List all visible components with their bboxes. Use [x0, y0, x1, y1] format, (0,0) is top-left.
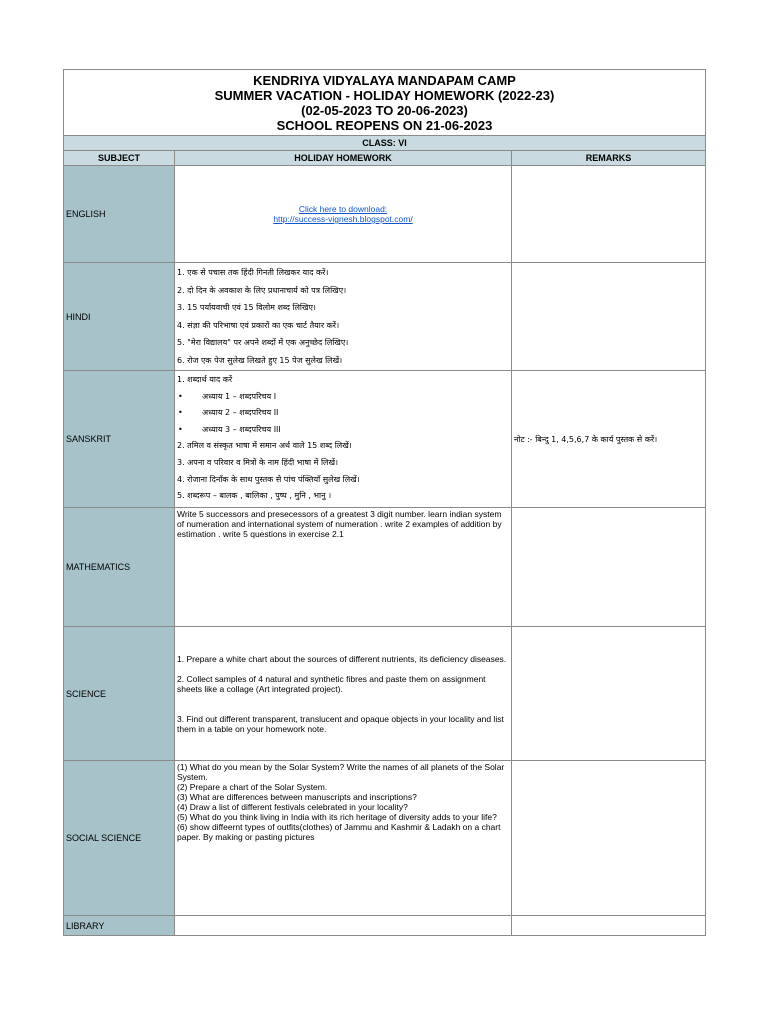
table-row-library: [64, 916, 706, 936]
class-label: CLASS: VI: [64, 136, 706, 151]
subject-mathematics: MATHEMATICS: [64, 508, 175, 627]
table-row-hindi: [64, 263, 706, 371]
list-item: 5. शब्दरूप – बालक , बालिका , पुष्प , मुनि , भानु ।: [177, 491, 332, 501]
homework-social-science: [175, 761, 512, 916]
list-item: 3. Find out different transparent, translucent and opaque objects in your locality and list them in a table on your homework note.: [177, 713, 504, 734]
remarks-science: [512, 627, 706, 761]
remarks-english: [512, 166, 706, 263]
homework-english: [175, 166, 512, 263]
list-item: 5. "मेरा विद्यालय" पर अपने शब्दों में एक अनुच्छेद लिखिए।: [177, 338, 349, 347]
homework-sanskrit: [175, 371, 512, 508]
bullet-item: • अध्याय 2 – शब्दपरिचय II: [178, 408, 279, 418]
download-link-url[interactable]: http://success-vignesh.blogspot.com/: [273, 214, 413, 224]
homework-mathematics: Write 5 successors and presecessors of a greatest 3 digit number. learn indian system of numeration and international system of numeration . write 2 examples of addition by estimation . write 5 questions in exercise 2.1: [175, 508, 512, 627]
class-row: [64, 136, 706, 151]
reopen-date: SCHOOL REOPENS ON 21-06-2023: [276, 117, 493, 133]
date-range: (02-05-2023 TO 20-06-2023): [301, 102, 468, 118]
remarks-hindi: [512, 263, 706, 371]
subject-sanskrit: SANSKRIT: [64, 371, 175, 508]
column-header-row: [64, 151, 706, 166]
list-item: 2. दो दिन के अवकाश के लिए प्रधानाचार्य को पत्र लिखिए।: [177, 285, 347, 295]
list-item: (2) Prepare a chart of the Solar System.: [177, 782, 328, 792]
download-link-label[interactable]: Click here to download:: [298, 204, 388, 214]
table-row-english: [64, 166, 706, 263]
school-name: KENDRIYA VIDYALAYA MANDAPAM CAMP: [253, 72, 516, 88]
list-item: 1. एक से पचास तक हिंदी गिनती लिखकर याद करें।: [177, 268, 329, 277]
subject-library: LIBRARY: [64, 916, 175, 936]
list-item: (4) Draw a list of different festivals celebrated in your locality?: [177, 802, 408, 812]
subject-hindi: HINDI: [64, 263, 175, 371]
list-item: (1) What do you mean by the Solar System? Write the names of all planets of the Solar System.: [177, 762, 505, 782]
list-item: 1. शब्दार्थ याद करें: [177, 375, 233, 384]
list-item: 3. अपना व परिवार व मित्रों के नाम हिंदी भाषा में लिखें।: [177, 457, 339, 467]
list-item: 3. 15 पर्यायवाची एवं 15 विलोम शब्द लिखिए।: [177, 303, 316, 312]
remarks-social-science: [512, 761, 706, 916]
list-item: 2. तमिल व संस्कृत भाषा में समान अर्थ वाले 15 शब्द लिखें।: [177, 441, 352, 451]
homework-hindi: [175, 263, 512, 371]
vacation-title: SUMMER VACATION - HOLIDAY HOMEWORK (2022-23): [214, 87, 555, 103]
homework-table: [63, 69, 706, 936]
bullet-item: • अध्याय 1 – शब्दपरिचय I: [178, 391, 277, 401]
table-row-mathematics: [64, 508, 706, 627]
title-row: [64, 70, 706, 136]
homework-science: [175, 627, 512, 761]
column-header-remarks: REMARKS: [512, 151, 706, 166]
bullet-item: • अध्याय 3 – शब्दपरिचय III: [178, 424, 281, 434]
remarks-library: [512, 916, 706, 936]
list-item: (5) What do you think living in India with its rich heritage of diversity adds to your life? (6) show diffeernt types of outfits(clothes) of Jammu and Kashmir & Ladakh on a chart paper. By making or pasting pictures: [177, 812, 501, 842]
homework-library: [175, 916, 512, 936]
list-item: 2. Collect samples of 4 natural and synthetic fibres and paste them on assignment sheets like a collage (Art integrated project).: [177, 673, 486, 694]
title-block: [64, 70, 706, 136]
list-item: 1. Prepare a white chart about the sources of different nutrients, its deficiency diseases.: [177, 653, 507, 664]
remarks-sanskrit: नोट :- बिन्दु 1, 4,5,6,7 के कार्य पुस्तक से करें।: [512, 371, 706, 508]
subject-science: SCIENCE: [64, 627, 175, 761]
list-item: (3) What are differences between manuscripts and inscriptions?: [177, 792, 417, 802]
table-row-social-science: [64, 761, 706, 916]
subject-social-science: SOCIAL SCIENCE: [64, 761, 175, 916]
column-header-subject: SUBJECT: [64, 151, 175, 166]
remarks-mathematics: [512, 508, 706, 627]
table-row-sanskrit: [64, 371, 706, 508]
list-item: 4. संज्ञा की परिभाषा एवं प्रकारों का एक चार्ट तैयार करें।: [177, 320, 340, 330]
subject-english: ENGLISH: [64, 166, 175, 263]
homework-sheet: [63, 69, 705, 936]
list-item: 4. रोजाना दिनाँक के साथ पुस्तक से पांच पंक्तियाँ सुलेख लिखें।: [177, 474, 360, 484]
list-item: 6. रोज एक पेज सुलेख लिखते हुए 15 पेज सुलेख लिखें।: [177, 355, 343, 365]
table-row-science: [64, 627, 706, 761]
column-header-homework: HOLIDAY HOMEWORK: [175, 151, 512, 166]
